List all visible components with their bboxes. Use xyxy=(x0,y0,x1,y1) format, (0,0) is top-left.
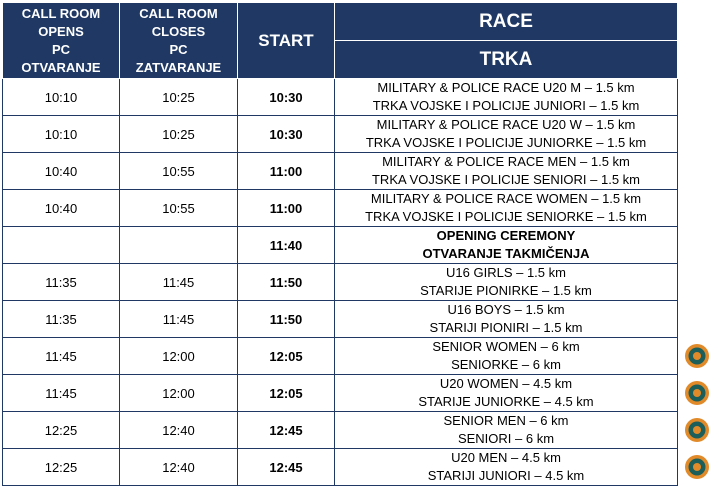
race-name-sr: STARIJI JUNIORI – 4.5 km xyxy=(427,468,585,483)
schedule-header xyxy=(3,3,678,79)
start-time-cell: 10:30 xyxy=(238,116,335,153)
call-room-closes-cell: 10:25 xyxy=(120,116,238,153)
call-room-opens-cell: 12:25 xyxy=(3,412,120,449)
call-room-closes-cell: 11:45 xyxy=(120,301,238,338)
table-row xyxy=(3,375,678,412)
table-row xyxy=(3,338,678,375)
race-cell xyxy=(335,449,678,486)
start-time-cell: 12:05 xyxy=(238,338,335,375)
call-room-opens-cell: 10:40 xyxy=(3,190,120,227)
race-cell xyxy=(335,338,678,375)
schedule-table xyxy=(2,2,678,486)
header-start: START xyxy=(238,3,335,79)
start-time-cell: 12:45 xyxy=(238,412,335,449)
start-time-cell: 10:30 xyxy=(238,79,335,116)
medal-icon xyxy=(684,343,710,369)
call-room-opens-cell: 11:45 xyxy=(3,338,120,375)
header-call-room-opens xyxy=(3,3,120,79)
race-name-en: SENIOR WOMEN – 6 km xyxy=(432,339,580,354)
race-name-en: U20 MEN – 4.5 km xyxy=(451,450,561,465)
race-name-sr: STARIJI PIONIRI – 1.5 km xyxy=(429,320,583,335)
call-room-opens-cell: 10:40 xyxy=(3,153,120,190)
race-cell xyxy=(335,79,678,116)
race-name-en: MILITARY & POLICE RACE U20 W – 1.5 km xyxy=(376,117,636,132)
start-time-cell: 11:40 xyxy=(238,227,335,264)
race-name-en: MILITARY & POLICE RACE MEN – 1.5 km xyxy=(382,154,630,169)
medal-icon xyxy=(684,417,710,443)
race-cell xyxy=(335,190,678,227)
call-room-opens-cell: 11:45 xyxy=(3,375,120,412)
table-row xyxy=(3,190,678,227)
start-time-cell: 12:45 xyxy=(238,449,335,486)
call-room-closes-cell: 10:55 xyxy=(120,153,238,190)
call-room-opens-cell: 11:35 xyxy=(3,264,120,301)
table-row xyxy=(3,153,678,190)
call-room-opens-cell: 11:35 xyxy=(3,301,120,338)
race-cell xyxy=(335,153,678,190)
race-cell xyxy=(335,116,678,153)
header-closes-sr: PC ZATVARANJE xyxy=(135,41,222,75)
race-name-en: U20 WOMEN – 4.5 km xyxy=(439,376,573,391)
race-name-sr: STARIJE JUNIORKE – 4.5 km xyxy=(418,394,594,409)
header-call-room-closes xyxy=(120,3,238,79)
table-row xyxy=(3,264,678,301)
race-name-sr: OTVARANJE TAKMIČENJA xyxy=(422,246,590,261)
start-time-cell: 11:00 xyxy=(238,153,335,190)
race-name-sr: TRKA VOJSKE I POLICIJE SENIORKE – 1.5 km xyxy=(365,209,647,224)
call-room-closes-cell: 12:40 xyxy=(120,412,238,449)
table-row xyxy=(3,412,678,449)
start-time-cell: 11:00 xyxy=(238,190,335,227)
race-name-en: U16 BOYS – 1.5 km xyxy=(447,302,565,317)
header-opens-sr: PC OTVARANJE xyxy=(21,41,101,75)
race-name-en: U16 GIRLS – 1.5 km xyxy=(446,265,566,280)
call-room-closes-cell xyxy=(120,227,238,264)
table-row xyxy=(3,301,678,338)
header-race-en: RACE xyxy=(335,3,678,41)
race-name-sr: SENIORI – 6 km xyxy=(457,431,555,446)
call-room-closes-cell: 11:45 xyxy=(120,264,238,301)
header-race-sr: TRKA xyxy=(335,41,678,79)
medal-icon xyxy=(684,380,710,406)
race-name-sr: TRKA VOJSKE I POLICIJE SENIORI – 1.5 km xyxy=(371,172,641,187)
race-name-sr: TRKA VOJSKE I POLICIJE JUNIORI – 1.5 km xyxy=(372,98,640,113)
schedule-body xyxy=(3,79,678,486)
start-time-cell: 11:50 xyxy=(238,264,335,301)
race-name-en: MILITARY & POLICE RACE WOMEN – 1.5 km xyxy=(370,191,642,206)
call-room-closes-cell: 10:25 xyxy=(120,79,238,116)
table-row xyxy=(3,449,678,486)
call-room-opens-cell: 10:10 xyxy=(3,116,120,153)
race-name-en: SENIOR MEN – 6 km xyxy=(443,413,569,428)
header-opens-en: CALL ROOM OPENS xyxy=(21,5,101,39)
race-cell xyxy=(335,412,678,449)
race-cell xyxy=(335,264,678,301)
call-room-opens-cell: 12:25 xyxy=(3,449,120,486)
table-row xyxy=(3,79,678,116)
call-room-closes-cell: 10:55 xyxy=(120,190,238,227)
start-time-cell: 12:05 xyxy=(238,375,335,412)
medal-icon xyxy=(684,454,710,480)
table-row xyxy=(3,227,678,264)
call-room-opens-cell: 10:10 xyxy=(3,79,120,116)
race-name-en: OPENING CEREMONY xyxy=(436,228,576,243)
race-name-en: MILITARY & POLICE RACE U20 M – 1.5 km xyxy=(377,80,635,95)
race-name-sr: TRKA VOJSKE I POLICIJE JUNIORKE – 1.5 km xyxy=(365,135,647,150)
race-cell xyxy=(335,227,678,264)
table-row xyxy=(3,116,678,153)
header-closes-en: CALL ROOM CLOSES xyxy=(139,5,218,39)
race-cell xyxy=(335,375,678,412)
race-cell xyxy=(335,301,678,338)
call-room-closes-cell: 12:40 xyxy=(120,449,238,486)
call-room-closes-cell: 12:00 xyxy=(120,375,238,412)
race-name-sr: STARIJE PIONIRKE – 1.5 km xyxy=(420,283,592,298)
call-room-opens-cell xyxy=(3,227,120,264)
race-name-sr: SENIORKE – 6 km xyxy=(451,357,561,372)
start-time-cell: 11:50 xyxy=(238,301,335,338)
call-room-closes-cell: 12:00 xyxy=(120,338,238,375)
